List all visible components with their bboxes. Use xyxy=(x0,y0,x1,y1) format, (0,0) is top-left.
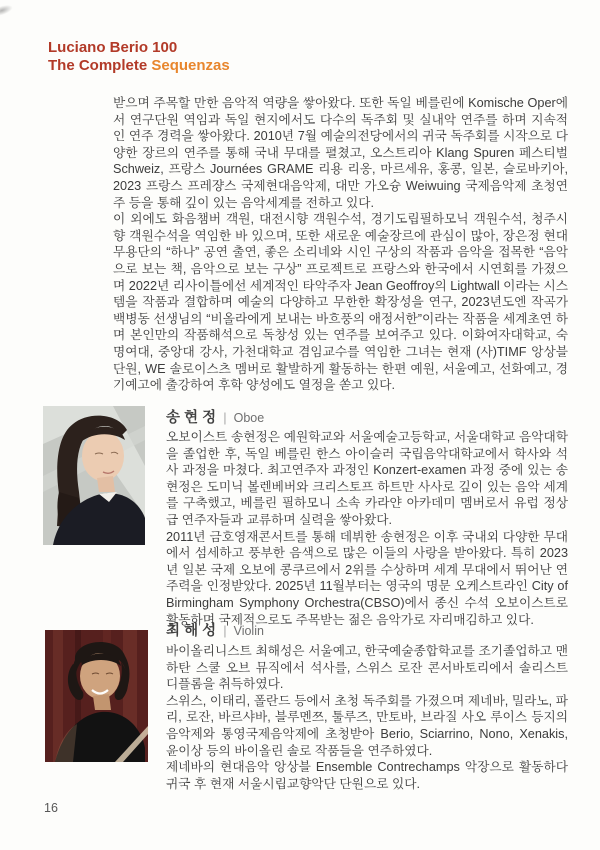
scan-artifact xyxy=(0,3,14,17)
intro-biography-text xyxy=(113,95,568,394)
heading-divider: | xyxy=(223,623,227,638)
profile-heading-song-hyunjung xyxy=(166,406,264,426)
bio-paragraph: 스위스, 이태리, 폴란드 등에서 초청 독주회를 가졌으며 제네바, 밀라노, 파리, 로잔, 바르샤바, 블루멘쯔, 툴루즈, 만토바, 브라질 사오 루이스 등지의 음악제와 통영국제음악제에 초청받아 Berio, Sciarrino, Nono, Xenakis, 윤이상 등의 바이올린 솔로 작품들을 연주하였다. xyxy=(166,693,568,758)
profile-heading-choi-haesung xyxy=(166,619,264,639)
title-line-1: Luciano Berio 100 xyxy=(48,39,178,56)
intro-paragraph: 받으며 주목할 만한 음악적 역량을 쌓아왔다. 또한 독일 베를린에 Komische Oper에서 연구단원 역임과 독일 현지에서도 다수의 독주회 및 실내악 연주를 하며 지속적인 연주 경력을 쌓아왔다. 2010년 7월 예술의전당에서의 귀국 독주회를 시작으로 다양한 장르의 연주를 통해 국내 무대를 펼쳤고, 오스트리아 Klang Spuren 페스티벌 Schweiz, 프랑스 Journées GRAME 리용 리옹, 마르세유, 홍콩, 일본, 슬로바키아, 2023 프랑스 프레쟝스 국제현대음악제, 대만 가오슝 Weiwuing 국제음악제 초청연주 등을 통해 깊이 있는 음악세계를 전하고 있다. xyxy=(113,96,568,210)
bio-paragraph: 제네바의 현대음악 앙상블 Ensemble Contrechamps 악장으로 활동하다 귀국 후 현재 서울시립교향악단 단원으로 있다. xyxy=(166,760,568,791)
profile-photo-choi-haesung xyxy=(45,630,148,762)
performer-name: 최해성 xyxy=(166,623,221,639)
bio-text-song-hyunjung xyxy=(166,429,568,628)
bio-paragraph: 바이올리니스트 최해성은 서울예고, 한국예술종합학교를 조기졸업하고 맨하탄 스쿨 오브 뮤직에서 석사를, 스위스 로잔 콘서바토리에서 솔리스트 디플롬을 취득하였다. xyxy=(166,644,568,692)
performer-instrument: Oboe xyxy=(233,411,265,425)
bio-paragraph: 2011년 금호영재콘서트를 통해 데뷔한 송현정은 이후 국내외 다양한 무대에서 섬세하고 풍부한 음색으로 많은 이들의 사랑을 받아왔다. 특히 2023년 일본 국제 오보에 콩쿠르에서 2위를 수상하며 세계 무대에서 뛰어난 연주력을 인정받았다. 2025년 11월부터는 영국의 명문 오케스트라인 City of Birmingham Symphony Orchestra(CBSO)에서 종신 수석 오보이스트로 활동하며 국제적으로도 주목받는 젊은 음악가로 자리매김하고 있다. xyxy=(166,529,568,627)
bio-paragraph: 오보이스트 송현정은 예원학교와 서울예술고등학교, 서울대학교 음악대학을 졸업한 후, 독일 베를린 한스 아이슬러 국립음악대학교에서 학사와 석사 과정을 마쳤다. 최고연주자 과정인 Konzert-examen 과정 중에 있는 송현정은 도미닉 볼렌베버와 크리스토프 하트만 사사로 깊이 있는 음악 세계를 구축했고, 베를린 필하모니 소속 카라얀 아카데미 멤버로서 유럽 정상급 연주자들과 교류하며 실력을 쌓아왔다. xyxy=(166,430,568,527)
performer-instrument: Violin xyxy=(233,624,264,638)
page-title xyxy=(48,39,230,75)
heading-divider: | xyxy=(223,410,227,425)
title-accent: Sequenzas xyxy=(151,57,230,74)
performer-name: 송현정 xyxy=(166,410,221,426)
profile-photo-song-hyunjung xyxy=(43,406,145,545)
page-number: 16 xyxy=(44,801,58,815)
title-line-2: The Complete Sequenzas xyxy=(48,57,230,74)
bio-text-choi-haesung xyxy=(166,643,568,792)
intro-paragraph: 이 외에도 화음챔버 객원, 대전시향 객원수석, 경기도립필하모닉 객원수석, 청주시향 객원수석을 역임한 바 있으며, 또한 새로운 예술장르에 관심이 많아, 장은정 현대 무용단의 “하나” 공연 출연, 좋은 소리네와 시인 구상의 작품과 음악을 접목한 “음악으로 보는 책, 음악으로 보는 구상” 프로젝트로 프랑스와 한국에서 시연회를 가졌으며 2022년 리사이틀에선 세계적인 타악주자 Jean Geoffroy의 Lightwall 이라는 시스템을 작품과 결합하며 예술의 다양하고 무한한 확장성을 연구, 2023년도엔 작곡가 백병동 선생님의 “비올라에게 보내는 바흐풍의 애정서한”이라는 작품을 세계초연 하며 본인만의 작품해석으로 독창성 있는 연주를 보여주고 있다. 이화여자대학교, 숙명여대, 중앙대 강사, 가천대학교 겸임교수를 역임한 그녀는 현재 (사)TIMF 앙상블 단원, WE 솔로이스츠 멤버로 활발하게 활동하는 한편 예원, 서울예고, 선화예고, 경기예고에 출강하여 후학 양성에도 열정을 쏟고 있다. xyxy=(113,212,568,393)
